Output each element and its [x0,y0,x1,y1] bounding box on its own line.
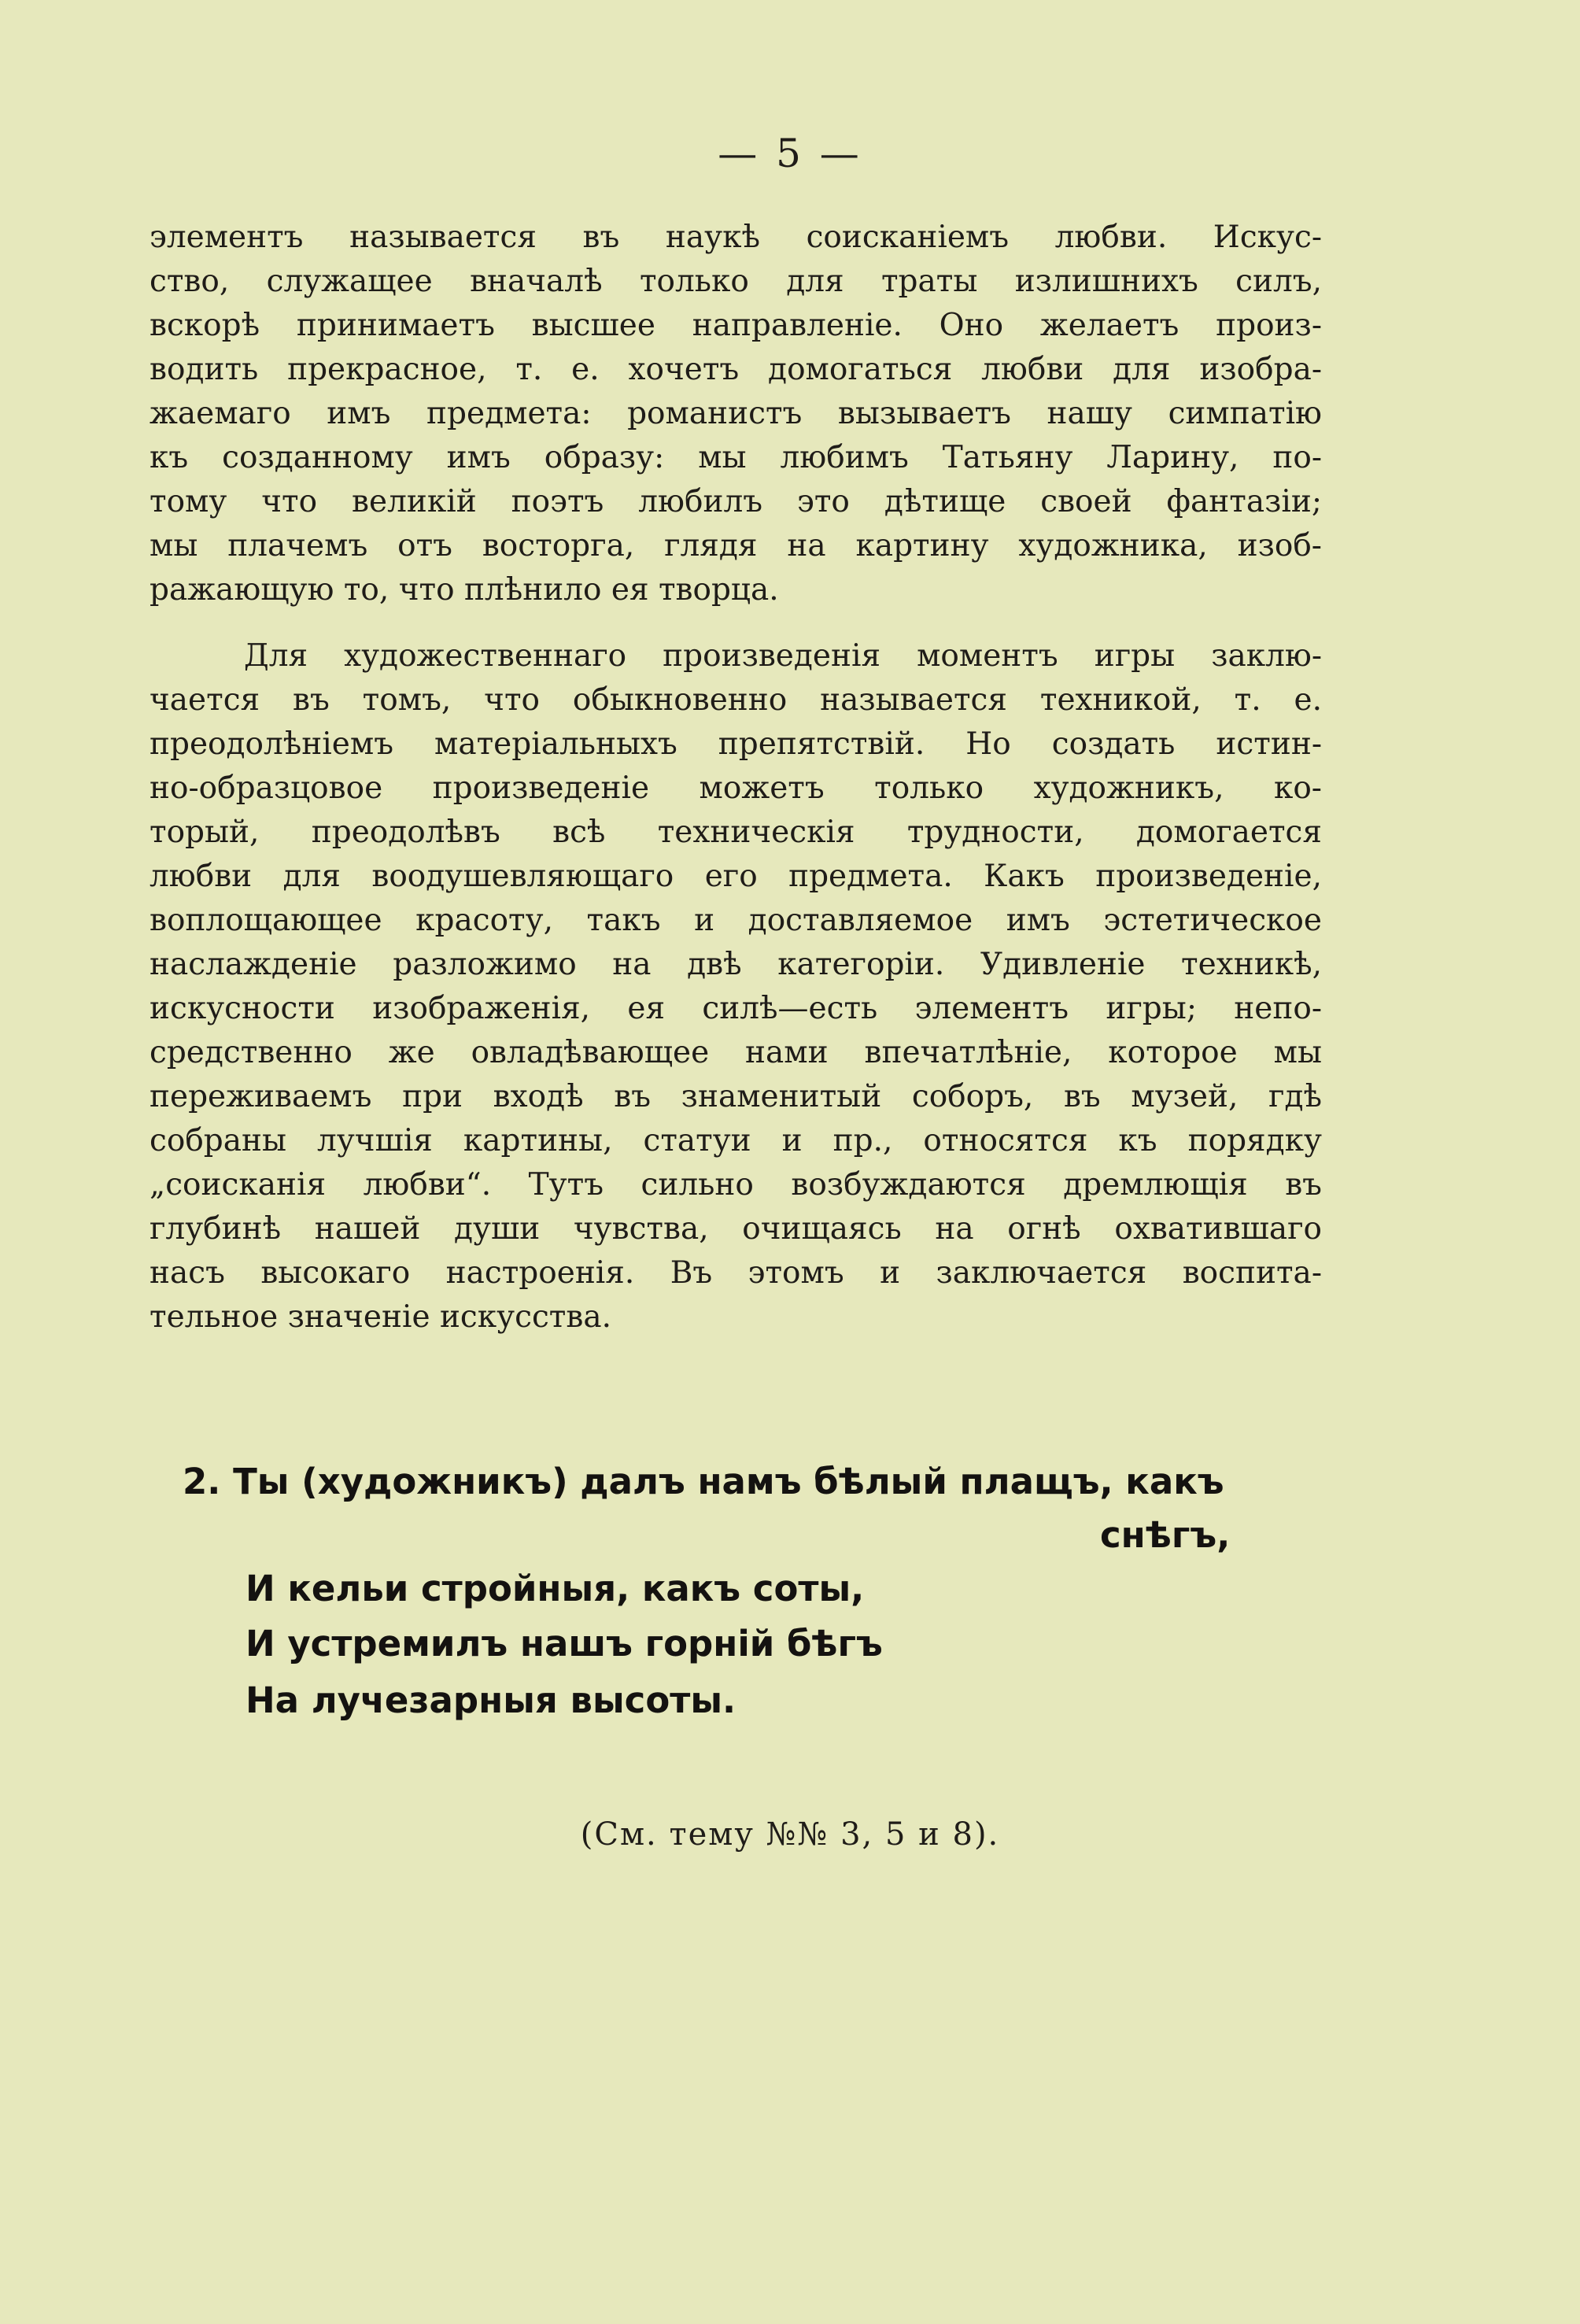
text-line: ство, служащее вначалѣ только для траты излишнихъ силъ, [150,264,1322,299]
text-line: но-образцовое произведеніе можетъ только художникъ, ко- [150,770,1322,806]
text-line: наслажденіе разложимо на двѣ категоріи. Удивленіе техникѣ, [150,947,1322,982]
verse-line: И кельи стройныя, какъ соты, [245,1568,865,1609]
paragraph-1 [150,216,1322,612]
text-line: элементъ называется въ наукѣ соисканіемъ любви. Искус- [150,220,1322,255]
text-line: тому что великій поэтъ любилъ это дѣтище своей фантазіи; [150,484,1322,519]
text-line: водить прекрасное, т. е. хочетъ домогаться любви для изобра- [150,352,1322,387]
cross-reference: (См. тему №№ 3, 5 и 8). [580,1816,1000,1853]
text-line: насъ высокаго настроенія. Въ этомъ и заключается воспита- [150,1255,1322,1291]
text-line: переживаемъ при входѣ въ знаменитый соборъ, въ музей, гдѣ [150,1079,1322,1114]
text-line: вскорѣ принимаетъ высшее направленіе. Оно желаетъ произ- [150,308,1322,343]
text-line: средственно же овладѣвающее нами впечатлѣніе, которое мы [150,1035,1322,1070]
text-line: глубинѣ нашей души чувства, очищаясь на огнѣ охватившаго [150,1211,1322,1247]
verse-line: снѣгъ, [1100,1514,1231,1556]
text-line: любви для воодушевляющаго его предмета. Какъ произведеніе, [150,859,1322,894]
text-line: чается въ томъ, что обыкновенно называется техникой, т. е. [150,682,1322,718]
text-line: къ созданному имъ образу: мы любимъ Татьяну Ларину, по- [150,440,1322,475]
page-number: — 5 — [718,131,862,176]
text-line: преодолѣніемъ матеріальныхъ препятствій. Но создать истин- [150,726,1322,762]
text-line: тельное значеніе искусства. [150,1299,611,1335]
text-line: жаемаго имъ предмета: романистъ вызываетъ нашу симпатію [150,396,1322,431]
text-line: воплощающее красоту, такъ и доставляемое имъ эстетическое [150,903,1322,938]
text-line: собраны лучшія картины, статуи и пр., относятся къ порядку [150,1123,1322,1158]
verse-line: И устремилъ нашъ горній бѣгъ [245,1623,883,1664]
verse-line: На лучезарныя высоты. [245,1679,736,1721]
text-line: „соисканія любви“. Тутъ сильно возбуждаются дремлющія въ [150,1167,1322,1203]
text-line: искусности изображенія, ея силѣ—есть элементъ игры; непо- [150,991,1322,1026]
verse-line: 2. Ты (художникъ) далъ намъ бѣлый плащъ, какъ [183,1461,1224,1502]
text-line: Для художественнаго произведенія моментъ игры заклю- [244,638,1322,674]
paragraph-2 [150,634,1322,1339]
text-line: мы плачемъ отъ восторга, глядя на картину художника, изоб- [150,528,1322,563]
text-line: ражающую то, что плѣнило ея творца. [150,572,779,608]
text-line: торый, преодолѣвъ всѣ техническія трудности, домогается [150,815,1322,850]
